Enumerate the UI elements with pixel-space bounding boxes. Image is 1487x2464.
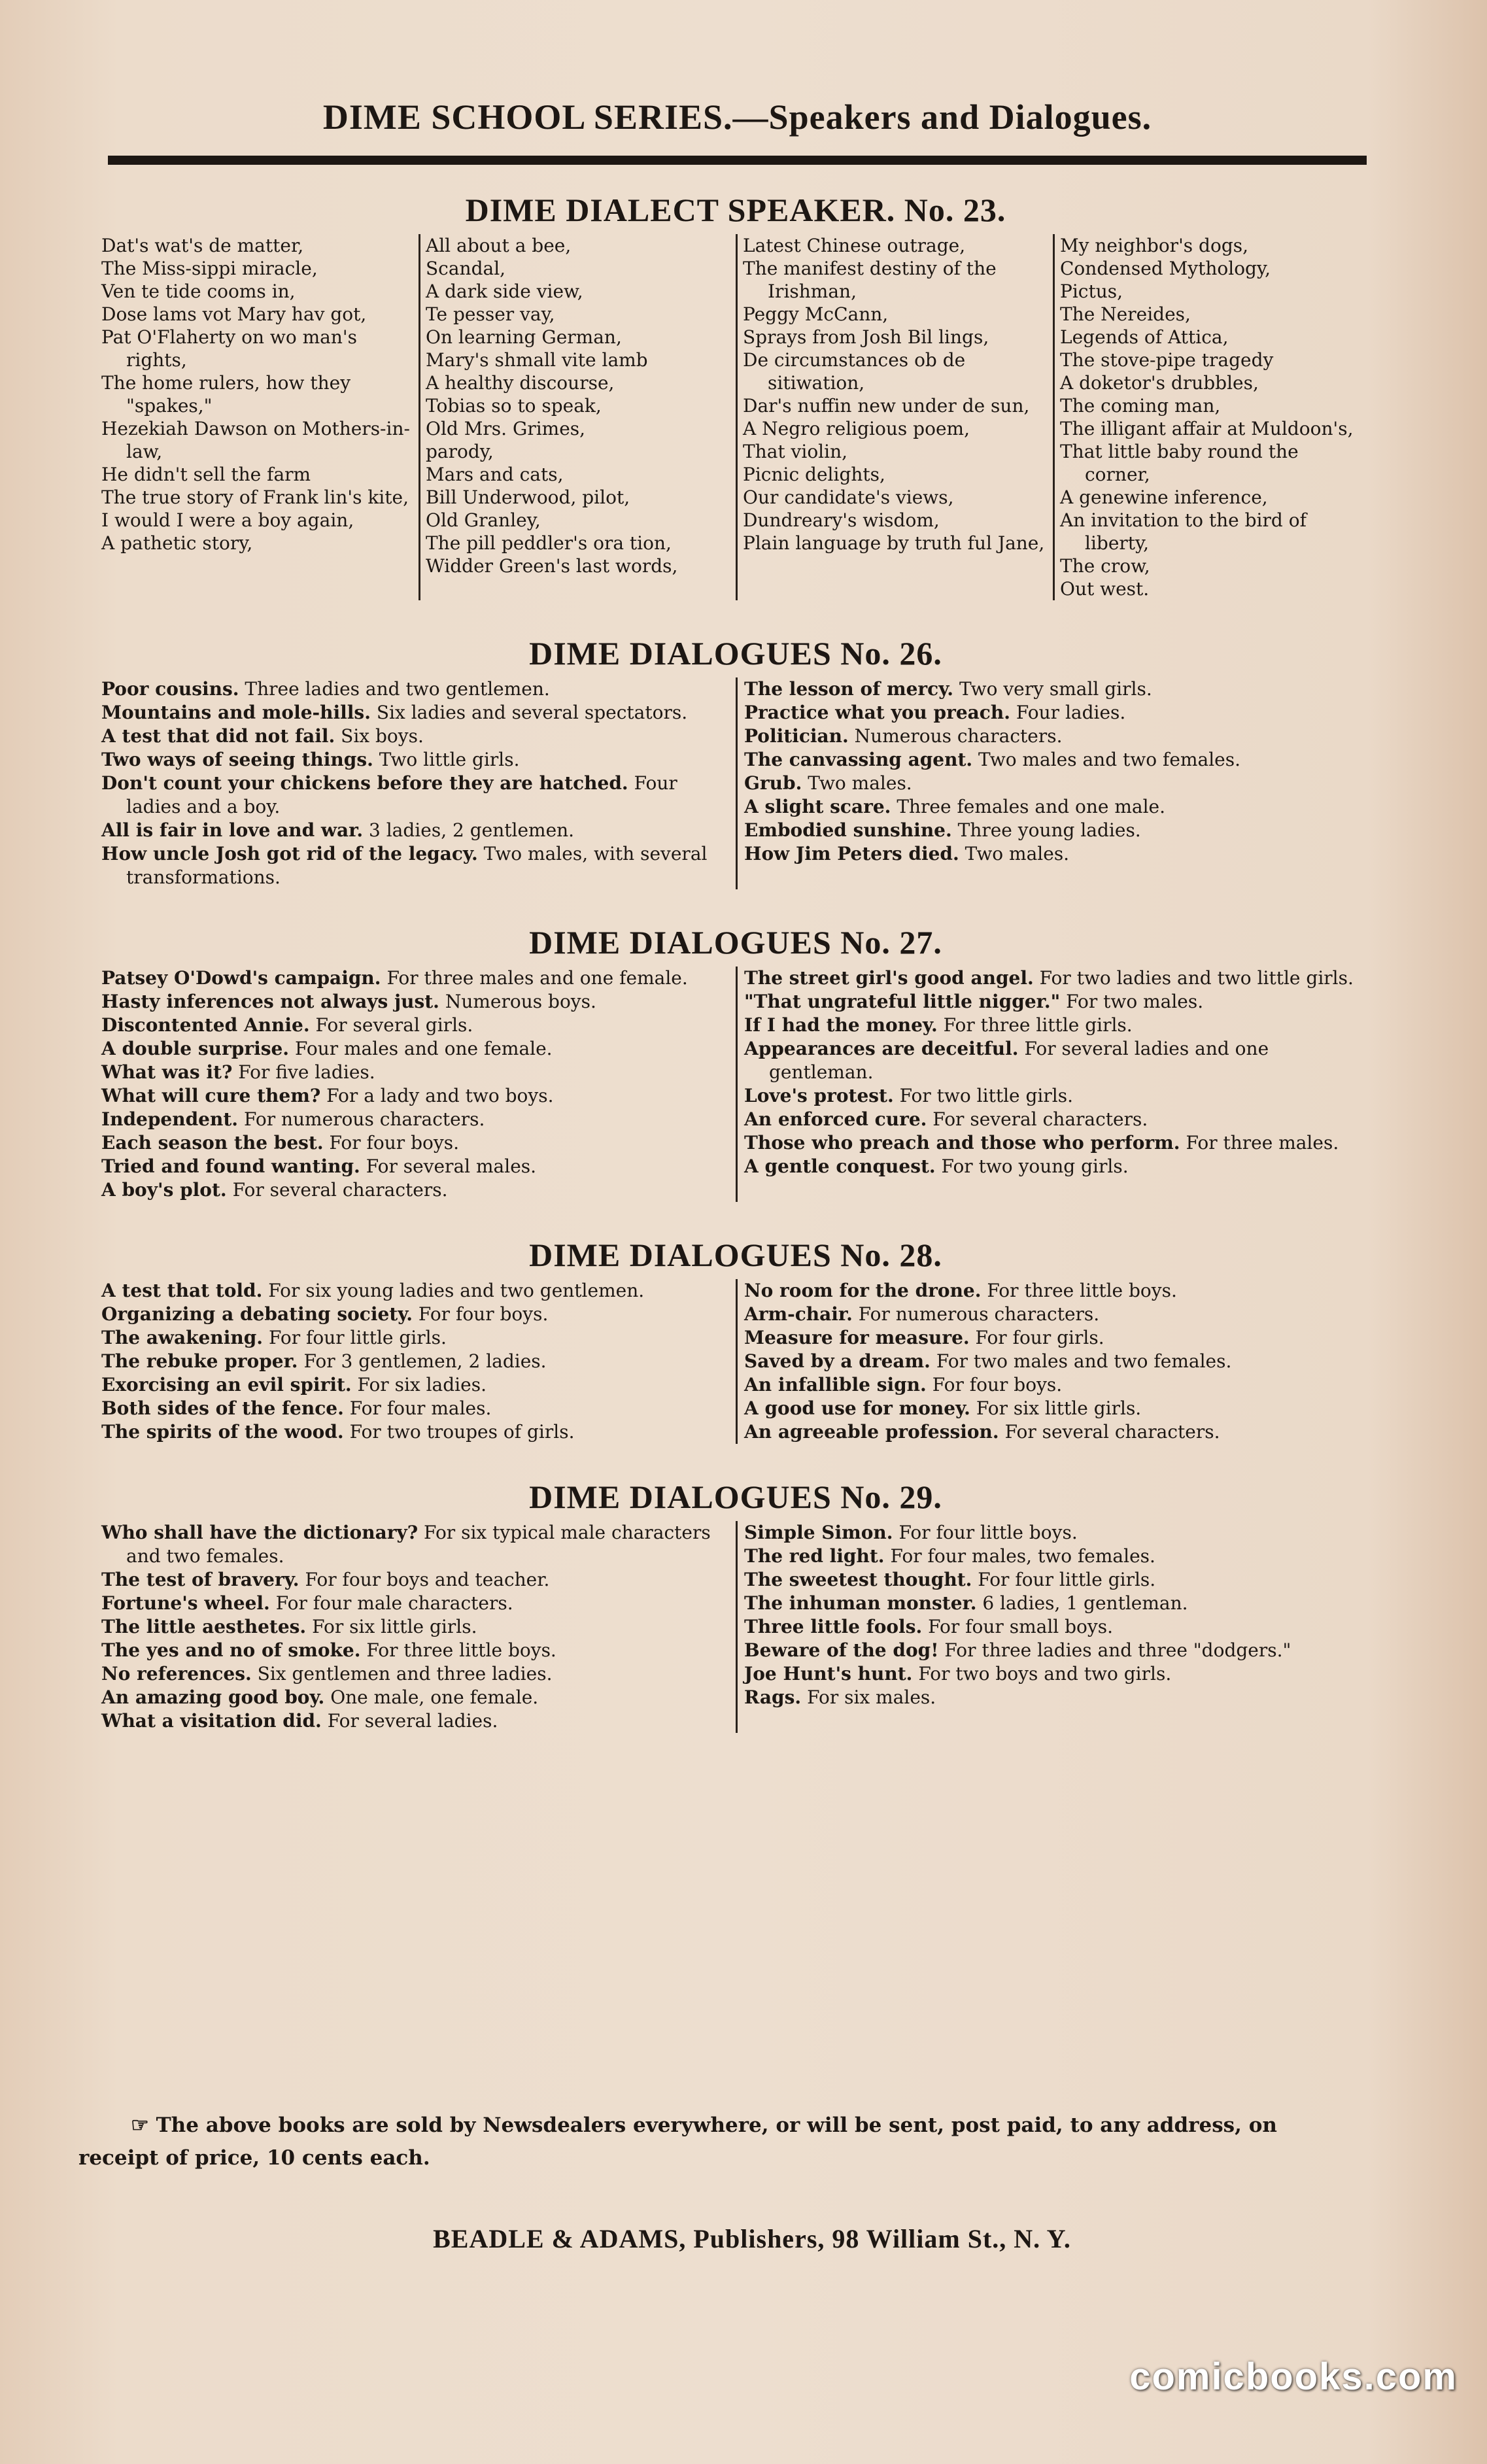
dialogue-title: Grub. [744,772,802,794]
list-item [101,1420,729,1444]
dialogue-title: The street girl's good angel. [744,967,1034,989]
list-item [744,1545,1363,1568]
list-item: Dar's nuffin new under de sun, [743,395,1030,417]
dialogue-cast: Four males and one female. [294,1038,553,1059]
dialogue-title: If I had the money. [744,1014,938,1036]
list-item [744,677,1363,701]
dialogue-title: The test of bravery. [101,1569,299,1590]
column [1053,234,1370,600]
dialogue-cast: 6 ladies, 1 gentleman. [982,1592,1188,1614]
dialogue-cast: Three females and one male. [897,796,1166,817]
list-item: The home rulers, how they "spakes," [101,372,351,417]
dialogue-title: Love's protest. [744,1085,894,1106]
dialogue-cast: For several characters. [1004,1421,1220,1443]
publisher-imprint: BEADLE & ADAMS, Publishers, 98 William St., N. Y. [433,2224,1071,2253]
list-item: A healthy discourse, [426,372,615,394]
dialogue-title: Measure for measure. [744,1327,970,1348]
site-watermark: comicbooks.com [1129,2355,1458,2398]
dialogue-cast: For five ladies. [238,1061,375,1083]
list-item [744,1397,1363,1420]
dialogue-cast: For two boys and two girls. [918,1663,1172,1685]
dialogue-title: Who shall have the dictionary? [101,1522,419,1543]
dialogue-title: A test that told. [101,1280,263,1301]
list-item [744,748,1363,772]
dialogue-cast: For four boys. [932,1374,1063,1395]
list-item: Ven te tide cooms in, [101,281,296,302]
list-item: On learning German, [426,326,622,348]
section-columns [101,1279,1370,1444]
dialogue-title: "That ungrateful little nigger." [744,991,1061,1012]
list-item [101,748,729,772]
list-item [744,1303,1363,1326]
list-item: De circumstances ob de sitiwation, [743,349,966,394]
list-item [101,1108,729,1131]
list-item [101,1131,729,1155]
dialogue-title: How Jim Peters died. [744,843,959,864]
dialogue-title: The rebuke proper. [101,1350,298,1372]
dialogue-title: An amazing good boy. [101,1686,325,1708]
dialogue-title: Embodied sunshine. [744,819,952,841]
list-item [744,1326,1363,1350]
dialogue-cast: Six boys. [341,725,424,747]
dialogue-cast: For four little boys. [898,1522,1078,1543]
column [736,1279,1370,1444]
column [101,234,419,600]
list-item: A genewine inference, [1060,487,1268,508]
dialogue-cast: 3 ladies, 2 gentlemen. [369,819,575,841]
dialogue-cast: Two males and two females. [978,749,1240,770]
dialogue-title: A gentle conquest. [744,1155,936,1177]
dialogue-title: Exorcising an evil spirit. [101,1374,352,1395]
list-item [101,1397,729,1420]
list-item: The pill peddler's ora tion, [426,532,672,554]
content [101,191,1370,1733]
list-item [744,1521,1363,1545]
list-item [744,725,1363,748]
dialogue-title: Patsey O'Dowd's campaign. [101,967,381,989]
dialogue-cast: For a lady and two boys. [326,1085,554,1106]
column [419,234,736,600]
list-item [744,1014,1363,1037]
list-item [101,1568,729,1592]
dialogue-cast: Two males. [965,843,1070,864]
list-item: The Nereides, [1060,303,1191,325]
dialogue-title: How uncle Josh got rid of the legacy. [101,843,478,864]
list-item [101,1279,729,1303]
dialogue-cast: For four boys. [418,1303,549,1325]
list-item: Dundreary's wisdom, [743,509,940,531]
dialogue-cast: For two little girls. [899,1085,1073,1106]
list-item [101,1037,729,1061]
list-item [101,772,729,819]
list-item [101,819,729,842]
section-dialogues-29 [101,1478,1370,1733]
list-item [101,1178,729,1202]
dialogue-cast: Two males, with several transformations. [126,843,708,888]
dialogue-title: Appearances are deceitful. [744,1038,1019,1059]
list-item [744,1420,1363,1444]
dialogue-cast: For 3 gentlemen, 2 ladies. [303,1350,547,1372]
dialogue-cast: For two troupes of girls. [349,1421,575,1443]
dialogue-cast: For four male characters. [275,1592,513,1614]
dialogue-title: Hasty inferences not always just. [101,991,439,1012]
dialogue-cast: Four ladies and a boy. [126,772,677,817]
list-item [101,1303,729,1326]
dialogue-cast: For four males. [349,1397,492,1419]
list-item [101,1639,729,1662]
list-item: Picnic delights, [743,464,885,485]
list-item [101,1709,729,1733]
dialogue-cast: For several characters. [232,1179,448,1201]
dialogue-cast: Three ladies and two gentlemen. [245,678,550,700]
dialogue-cast: Numerous boys. [445,991,596,1012]
section-dialect-speaker-23 [101,191,1370,600]
dialogue-title: What a visitation did. [101,1710,322,1732]
list-item [101,1615,729,1639]
list-item [101,990,729,1014]
list-item [744,1373,1363,1397]
section-dialogues-28 [101,1236,1370,1444]
list-item: The Miss-sippi miracle, [101,258,318,279]
dialogue-title: A double surprise. [101,1038,290,1059]
list-item [744,1592,1363,1615]
list-item [101,1155,729,1178]
dialogue-title: Both sides of the fence. [101,1397,344,1419]
list-item [744,1108,1363,1131]
list-item [101,1373,729,1397]
list-item [101,725,729,748]
list-item: He didn't sell the farm [101,464,311,485]
section-columns [101,234,1370,600]
list-item [101,1350,729,1373]
dialogue-title: What was it? [101,1061,233,1083]
dialogue-title: Tried and found wanting. [101,1155,360,1177]
dialogue-cast: For several characters. [932,1108,1148,1130]
dialogue-title: The little aesthetes. [101,1616,307,1637]
list-item: Old Mrs. Grimes, [426,418,586,439]
list-item: A dark side view, [426,281,583,302]
column [736,967,1370,1202]
list-item [744,1568,1363,1592]
list-item: I would I were a boy again, [101,509,354,531]
list-item: Bill Underwood, pilot, [426,487,630,508]
dialogue-cast: For six typical male characters and two females. [126,1522,711,1567]
list-item: An invitation to the bird of liberty, [1060,509,1307,554]
list-item [744,819,1363,842]
column [101,1279,736,1444]
list-item [744,1131,1363,1155]
section-columns [101,1521,1370,1733]
list-item: The illigant affair at Muldoon's, [1060,418,1354,439]
section-columns [101,677,1370,889]
list-item [744,1279,1363,1303]
dialogue-cast: For six little girls. [976,1397,1142,1419]
dialogue-cast: For four boys and teacher. [305,1569,550,1590]
list-item [101,1061,729,1084]
list-item: Our candidate's views, [743,487,954,508]
list-item: A Negro religious poem, [743,418,970,439]
dialogue-title: Politician. [744,725,849,747]
list-item: Condensed Mythology, [1060,258,1271,279]
dialogue-title: The awakening. [101,1327,264,1348]
list-item [101,701,729,725]
column [736,234,1053,600]
list-item [101,842,729,889]
list-item [101,677,729,701]
section-title: DIME DIALOGUES No. 29. [529,1479,942,1515]
list-item: The manifest destiny of the Irishman, [743,258,997,302]
list-item: Plain language by truth ful Jane, [743,532,1045,554]
dialogue-title: Each season the best. [101,1132,324,1154]
list-item: Scandal, [426,258,506,279]
list-item [744,967,1363,990]
list-item [744,772,1363,795]
dialogue-title: Independent. [101,1108,239,1130]
list-item: Dat's wat's de matter, [101,235,304,256]
list-item: The crow, [1060,555,1150,577]
dialogue-title: A slight scare. [744,796,891,817]
list-item [744,1037,1363,1084]
sales-notice: ☞ The above books are sold by Newsdealers everywhere, or will be sent, post paid, to any address, on receipt of price, 10 cents each. [78,2113,1277,2170]
dialogue-title: Poor cousins. [101,678,239,700]
dialogue-title: A test that did not fail. [101,725,335,747]
dialogue-cast: For four boys. [329,1132,459,1154]
dialogue-title: Those who preach and those who perform. [744,1132,1180,1154]
dialogue-cast: For six young ladies and two gentlemen. [268,1280,645,1301]
dialogue-title: Joe Hunt's hunt. [744,1663,913,1685]
dialogue-cast: Two males. [808,772,912,794]
dialogue-cast: Numerous characters. [854,725,1063,747]
column [736,1521,1370,1733]
list-item [101,1592,729,1615]
list-item: The stove-pipe tragedy [1060,349,1274,371]
dialogue-title: Organizing a debating society. [101,1303,413,1325]
dialogue-title: The inhuman monster. [744,1592,977,1614]
dialogue-cast: Two little girls. [379,749,520,770]
dialogue-cast: Six gentlemen and three ladies. [257,1663,553,1685]
list-item: Tobias so to speak, [426,395,602,417]
list-item [101,1084,729,1108]
list-item [744,990,1363,1014]
list-item: Pat O'Flaherty on wo man's rights, [101,326,357,371]
dialogue-cast: For three males. [1186,1132,1339,1154]
dialogue-title: The canvassing agent. [744,749,973,770]
column [101,967,736,1202]
dialogue-title: A boy's plot. [101,1179,227,1201]
list-item: Latest Chinese outrage, [743,235,966,256]
list-item [101,1326,729,1350]
dialogue-title: A good use for money. [744,1397,970,1419]
list-item: A pathetic story, [101,532,253,554]
dialogue-cast: One male, one female. [330,1686,539,1708]
list-item: That violin, [743,441,848,462]
dialogue-cast: For numerous characters. [858,1303,1100,1325]
dialogue-cast: For two males and two females. [936,1350,1232,1372]
dialogue-title: An infallible sign. [744,1374,927,1395]
dialogue-cast: Six ladies and several spectators. [376,702,688,723]
list-item: Sprays from Josh Bil lings, [743,326,989,348]
running-head: DIME SCHOOL SERIES.—Speakers and Dialogues. [322,97,1152,137]
list-item: All about a bee, [426,235,572,256]
dialogue-cast: For six little girls. [312,1616,477,1637]
dialogue-title: All is fair in love and war. [101,819,364,841]
list-item: Pictus, [1060,281,1123,302]
dialogue-title: Practice what you preach. [744,702,1010,723]
list-item [101,1662,729,1686]
list-item [744,842,1363,866]
section-title: DIME DIALOGUES No. 28. [529,1237,942,1273]
dialogue-cast: For two ladies and two little girls. [1039,967,1354,989]
section-title: DIME DIALECT SPEAKER. No. 23. [465,192,1006,228]
list-item: A doketor's drubbles, [1060,372,1259,394]
dialogue-title: Rags. [744,1686,802,1708]
dialogue-title: An agreeable profession. [744,1421,999,1443]
dialogue-title: Discontented Annie. [101,1014,310,1036]
dialogue-cast: For three ladies and three "dodgers." [944,1639,1291,1661]
dialogue-title: Fortune's wheel. [101,1592,270,1614]
running-head-rule [108,156,1367,165]
dialogue-title: The sweetest thought. [744,1569,972,1590]
dialogue-cast: For four little girls. [978,1569,1156,1590]
list-item [744,795,1363,819]
list-item [101,1521,729,1568]
dialogue-cast: For four girls. [975,1327,1104,1348]
dialogue-cast: For three little girls. [943,1014,1133,1036]
dialogue-title: The lesson of mercy. [744,678,954,700]
list-item [744,1662,1363,1686]
list-item: Te pesser vay, [426,303,555,325]
dialogue-cast: Three young ladies. [957,819,1141,841]
dialogue-cast: For four males, two females. [890,1545,1155,1567]
column [101,677,736,889]
list-item: Peggy McCann, [743,303,889,325]
list-item: The coming man, [1060,395,1221,417]
list-item [101,1686,729,1709]
list-item: parody, [426,441,494,462]
dialogue-cast: For three little boys. [987,1280,1177,1301]
dialogue-cast: For several girls. [315,1014,473,1036]
dialogue-title: What will cure them? [101,1085,321,1106]
list-item: Hezekiah Dawson on Mothers-in-law, [101,418,410,462]
list-item [744,1084,1363,1108]
dialogue-cast: For three little boys. [366,1639,556,1661]
dialogue-title: No room for the drone. [744,1280,982,1301]
list-item: Widder Green's last words, [426,555,678,577]
list-item: Mars and cats, [426,464,564,485]
section-title: DIME DIALOGUES No. 27. [529,924,942,961]
list-item: The true story of Frank lin's kite, [101,487,409,508]
dialogue-cast: For several ladies and one gentleman. [769,1038,1269,1083]
dialogue-title: An enforced cure. [744,1108,927,1130]
list-item [744,1615,1363,1639]
section-columns [101,967,1370,1202]
dialogue-title: Arm-chair. [744,1303,853,1325]
list-item: Legends of Attica, [1060,326,1229,348]
list-item [744,1155,1363,1178]
column [101,1521,736,1733]
dialogue-cast: For two males. [1066,991,1204,1012]
dialogue-title: Simple Simon. [744,1522,893,1543]
column [736,677,1370,889]
section-title: DIME DIALOGUES No. 26. [529,635,942,672]
list-item: Old Granley, [426,509,541,531]
list-item [744,1639,1363,1662]
dialogue-cast: For numerous characters. [243,1108,485,1130]
dialogue-title: No references. [101,1663,252,1685]
dialogue-cast: For two young girls. [941,1155,1129,1177]
dialogue-cast: For several males. [366,1155,537,1177]
list-item [744,1350,1363,1373]
dialogue-title: The spirits of the wood. [101,1421,344,1443]
list-item [101,967,729,990]
dialogue-title: Beware of the dog! [744,1639,939,1661]
list-item: Mary's shmall vite lamb [426,349,648,371]
list-item: Out west. [1060,578,1150,600]
list-item: My neighbor's dogs, [1060,235,1249,256]
dialogue-cast: For several ladies. [327,1710,498,1732]
dialogue-cast: For four small boys. [928,1616,1113,1637]
dialogue-title: Mountains and mole-hills. [101,702,371,723]
dialogue-cast: For six males. [807,1686,936,1708]
dialogue-title: Saved by a dream. [744,1350,931,1372]
list-item [744,1686,1363,1709]
list-item: Dose lams vot Mary hav got, [101,303,367,325]
dialogue-cast: For four little girls. [268,1327,447,1348]
section-dialogues-26 [101,634,1370,889]
list-item [101,1014,729,1037]
dialogue-title: The red light. [744,1545,885,1567]
dialogue-cast: Two very small girls. [959,678,1152,700]
dialogue-title: Two ways of seeing things. [101,749,373,770]
list-item: That little baby round the corner, [1060,441,1299,485]
list-item [744,701,1363,725]
dialogue-cast: Four ladies. [1016,702,1126,723]
dialogue-title: Three little fools. [744,1616,923,1637]
dialogue-title: Don't count your chickens before they are hatched. [101,772,628,794]
dialogue-cast: For six ladies. [357,1374,487,1395]
dialogue-cast: For three males and one female. [386,967,688,989]
section-dialogues-27 [101,923,1370,1202]
dialogue-title: The yes and no of smoke. [101,1639,361,1661]
